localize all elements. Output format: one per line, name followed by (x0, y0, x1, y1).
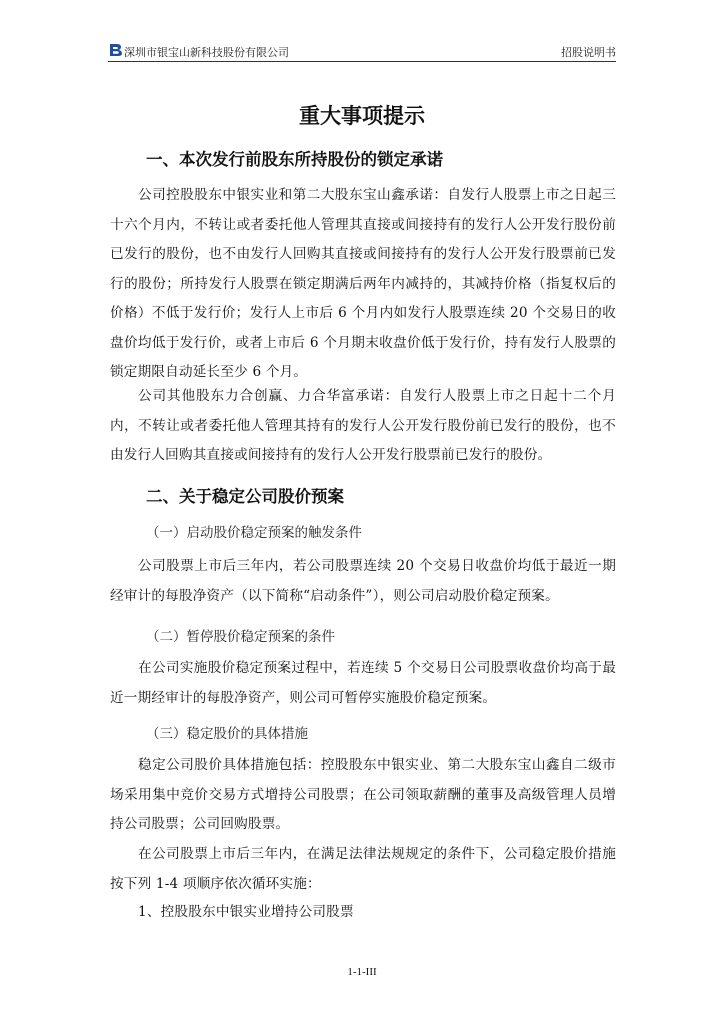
document-type: 招股说明书 (561, 46, 616, 59)
paragraph-trigger: 公司股票上市后三年内，若公司股票连续 20 个交易日收盘价均低于最近一期经审计的每股净资产（以下简称“启动条件”），则公司启动股价稳定预案。 (110, 558, 616, 604)
header-divider (108, 61, 616, 62)
section-heading-2: 二、关于稳定公司股价预案 (146, 487, 344, 506)
page-number: 1-1-III (347, 966, 377, 978)
paragraph-lockup-controlling: 公司控股股东中银实业和第二大股东宝山鑫承诺：自发行人股票上市之日起三十六个月内，不转让或者委托他人管理其直接或间接持有的发行人公开发行股份前已发行的股份，也不由发行人回购其直接或间接持有的发行人公开发行股票前已发行的股份；所持发行人股票在锁定期满后两年内减持的，其减持价格（指复权后的价格）不低于发行价；发行人上市后 6 个月内如发行人股票连续 20 个交易日的收盘价均低于发行价，或者上市后 6 个月期末收盘价低于发行价，持有发行人股票的锁定期限自动延长至少 6 个月。 (110, 187, 616, 380)
section-heading-1: 一、本次发行前股东所持股份的锁定承诺 (146, 150, 443, 169)
paragraph-pause: 在公司实施股价稳定预案过程中，若连续 5 个交易日公司股票收盘价均高于最近一期经审计的每股净资产，则公司可暂停实施股价稳定预案。 (110, 660, 616, 706)
page-title: 重大事项提示 (299, 104, 425, 128)
list-item-measure-1: 1、控股股东中银实业增持公司股票 (138, 904, 354, 920)
subsection-heading-trigger: （一）启动股价稳定预案的触发条件 (146, 525, 362, 541)
company-logo-icon (108, 42, 124, 58)
page-header (108, 40, 616, 62)
subsection-heading-pause: （二）暂停股价稳定预案的条件 (146, 629, 335, 645)
paragraph-measures-order: 在公司股票上市后三年内，在满足法律法规规定的条件下，公司稳定股价措施按下列 1-4 项顺序依次循环实施： (110, 846, 616, 892)
paragraph-lockup-others: 公司其他股东力合创赢、力合华富承诺：自发行人股票上市之日起十二个月内，不转让或者委托他人管理其持有的发行人公开发行股份前已发行的股份，也不由发行人回购其直接或间接持有的发行人公开发行股票前已发行的股份。 (110, 388, 616, 463)
paragraph-measures: 稳定公司股价具体措施包括：控股股东中银实业、第二大股东宝山鑫自二级市场采用集中竞价交易方式增持公司股票；在公司领取薪酬的董事及高级管理人员增持公司股票；公司回购股票。 (110, 757, 616, 832)
subsection-heading-measures: （三）稳定股价的具体措施 (146, 726, 308, 742)
company-name: 深圳市银宝山新科技股份有限公司 (124, 46, 289, 59)
